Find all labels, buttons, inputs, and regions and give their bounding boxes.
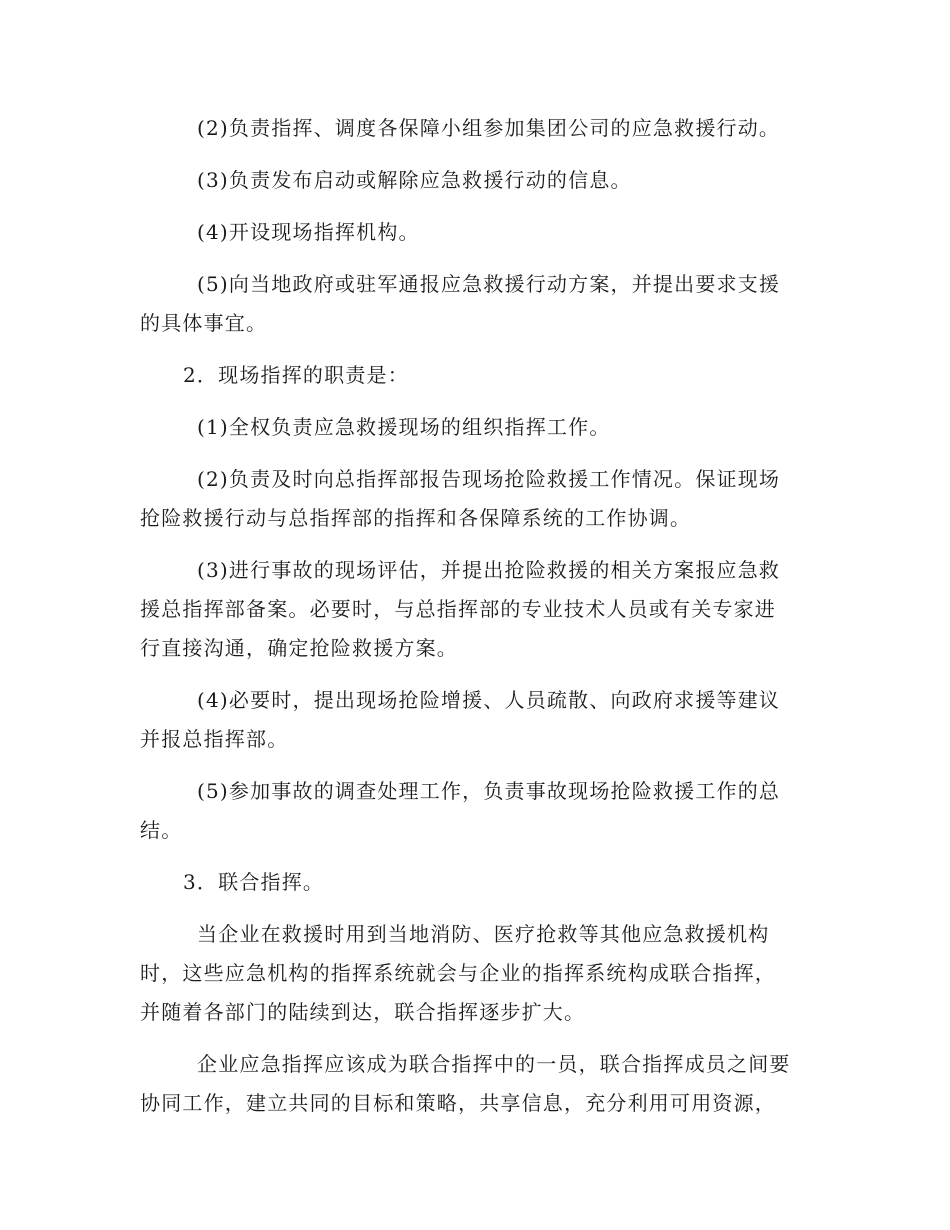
paragraph-line: (5)向当地政府或驻军通报应急救援行动方案，并提出要求支援 [197, 272, 781, 296]
paragraph-line: 时，这些应急机构的指挥系统就会与企业的指挥系统构成联合指挥， [140, 961, 776, 985]
paragraph-line: 企业应急指挥应该成为联合指挥中的一员，联合指挥成员之间要 [197, 1052, 791, 1076]
paragraph-line: (1)全权负责应急救援现场的组织指挥工作。 [197, 415, 611, 439]
paragraph-line: 并随着各部门的陆续到达，联合指挥逐步扩大。 [140, 1000, 586, 1024]
paragraph-line: 结。 [140, 818, 183, 842]
paragraph-line: (3)进行事故的现场评估，并提出抢险救援的相关方案报应急救 [197, 558, 781, 582]
paragraph-line: (4)必要时，提出现场抢险增援、人员疏散、向政府求援等建议 [197, 688, 781, 712]
paragraph-line: (5)参加事故的调查处理工作，负责事故现场抢险救援工作的总 [197, 779, 781, 803]
paragraph-line: (2)负责及时向总指挥部报告现场抢险救援工作情况。保证现场 [197, 467, 781, 491]
paragraph-line: 并报总指挥部。 [140, 727, 289, 751]
paragraph-line: 抢险救援行动与总指挥部的指挥和各保障系统的工作协调。 [140, 506, 692, 530]
paragraph-line: (4)开设现场指挥机构。 [197, 220, 420, 244]
paragraph-line: 援总指挥部备案。必要时，与总指挥部的专业技术人员或有关专家进 [140, 597, 776, 621]
paragraph-line: 协同工作，建立共同的目标和策略，共享信息，充分利用可用资源， [140, 1091, 776, 1115]
paragraph-line: (3)负责发布启动或解除应急救援行动的信息。 [197, 168, 632, 192]
section-heading: 2．现场指挥的职责是： [183, 363, 409, 387]
paragraph-line: 行直接沟通，确定抢险救援方案。 [140, 636, 458, 660]
paragraph-line: 的具体事宜。 [140, 311, 268, 335]
section-heading: 3．联合指挥。 [183, 870, 325, 894]
paragraph-line: (2)负责指挥、调度各保障小组参加集团公司的应急救援行动。 [197, 116, 781, 140]
paragraph-line: 当企业在救援时用到当地消防、医疗抢救等其他应急救援机构 [197, 922, 770, 946]
